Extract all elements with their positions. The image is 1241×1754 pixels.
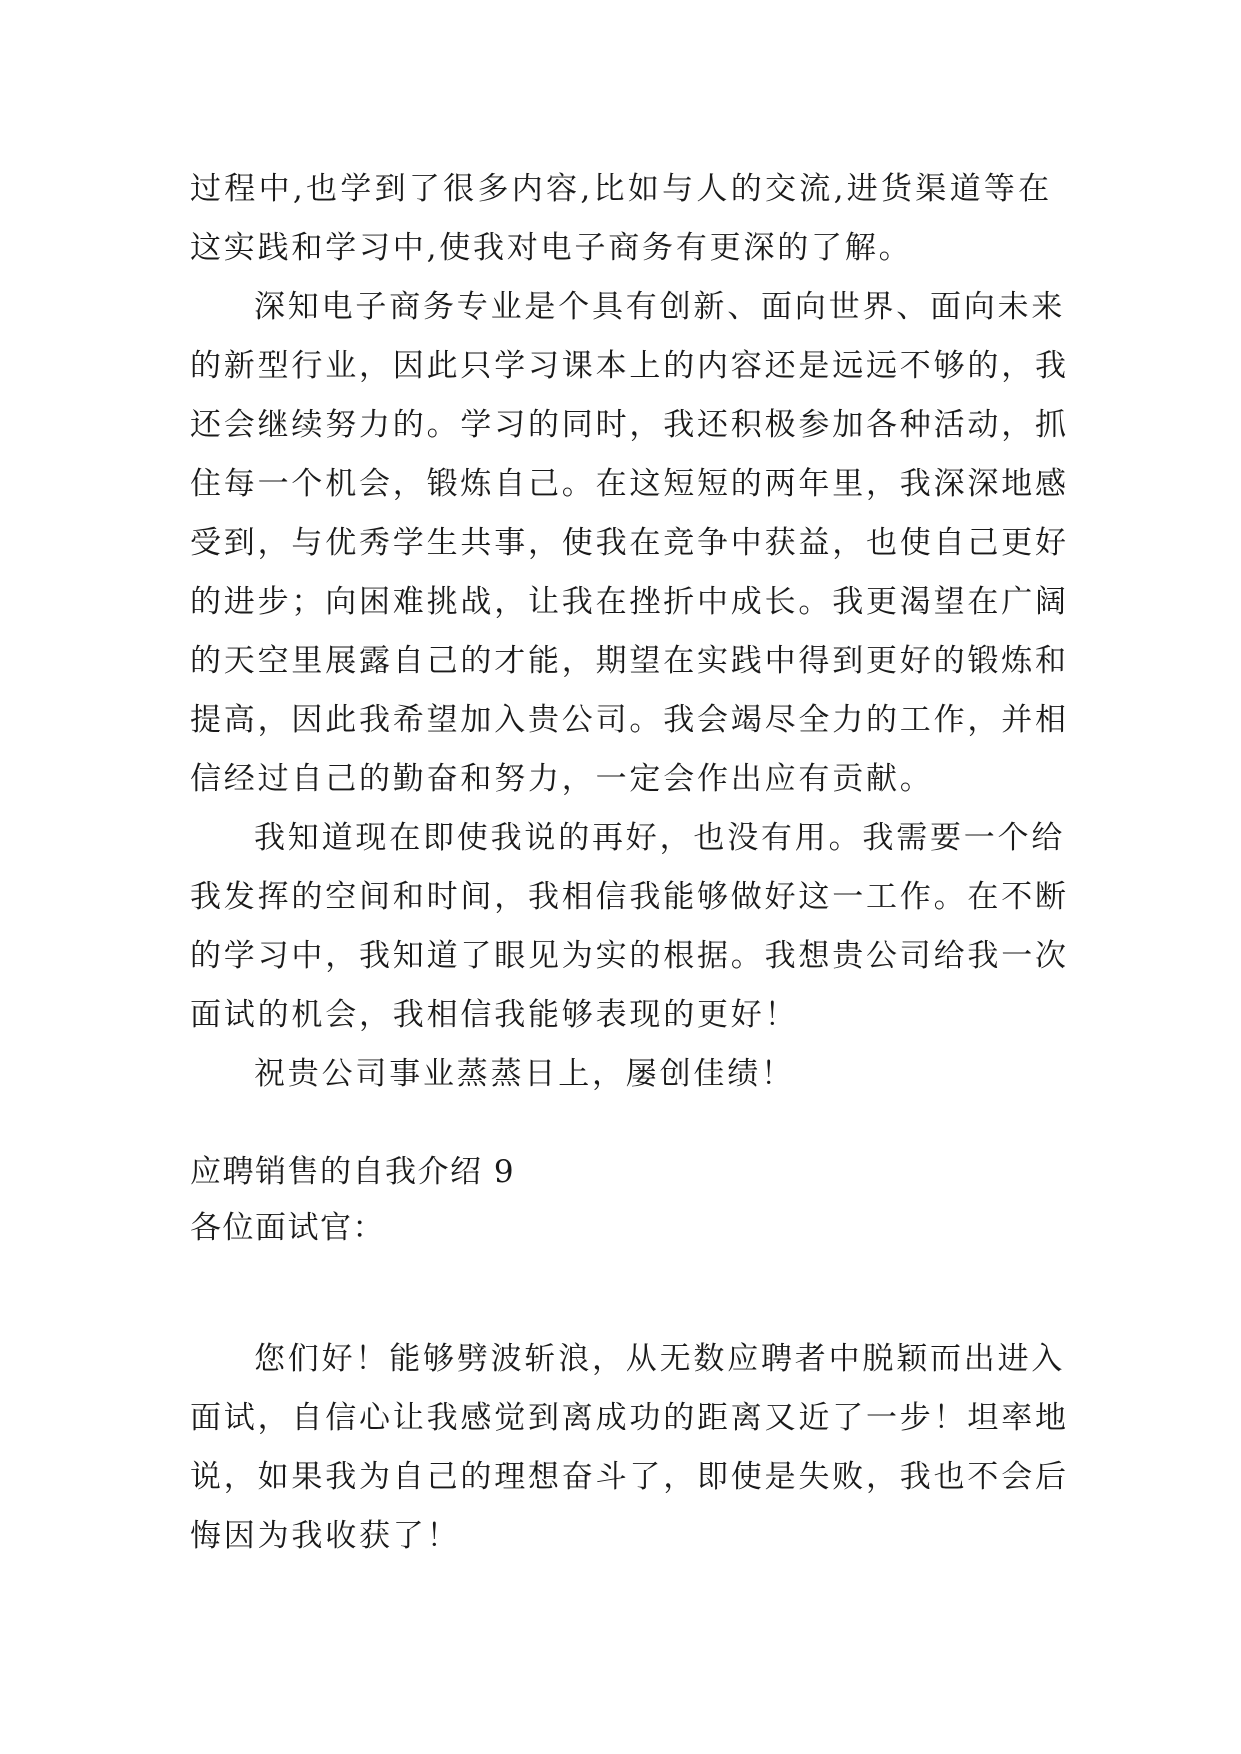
text-line: 我发挥的空间和时间，我相信我能够做好这一工作。在不断: [190, 879, 1069, 915]
text-line: 面试，自信心让我感觉到离成功的距离又近了一步！坦率地: [190, 1400, 1069, 1436]
text-line: 的进步；向困难挑战，让我在挫折中成长。我更渴望在广阔: [190, 584, 1069, 620]
text-line: 这实践和学习中,使我对电子商务有更深的了解。: [190, 230, 913, 266]
paragraph-greeting: [190, 1330, 1069, 1566]
text-line: 说，如果我为自己的理想奋斗了，即使是失败，我也不会后: [190, 1459, 1069, 1495]
text-line: 住每一个机会，锻炼自己。在这短短的两年里，我深深地感: [190, 466, 1069, 502]
text-line: 过程中,也学到了很多内容,比如与人的交流,进货渠道等在: [190, 171, 1052, 207]
text-line: 您们好！能够劈波斩浪，从无数应聘者中脱颖而出进入: [254, 1341, 1066, 1377]
text-line: 的天空里展露自己的才能，期望在实践中得到更好的锻炼和: [190, 643, 1069, 679]
paragraph-ecommerce-major: [190, 278, 1069, 809]
paragraph-continuation: [190, 160, 1052, 278]
text-line: 深知电子商务专业是个具有创新、面向世界、面向未来: [254, 289, 1066, 325]
spacer: [190, 1256, 1052, 1330]
text-line: 悔因为我收获了！: [190, 1518, 461, 1554]
text-line: 信经过自己的勤奋和努力，一定会作出应有贡献。: [190, 761, 934, 797]
text-line: 我知道现在即使我说的再好，也没有用。我需要一个给: [254, 820, 1066, 856]
text-line: 受到，与优秀学生共事，使我在竞争中获益，也使自己更好: [190, 525, 1069, 561]
text-line: 面试的机会，我相信我能够表现的更好！: [190, 997, 799, 1033]
section-title: 应聘销售的自我介绍 9: [190, 1154, 516, 1190]
spacer: [190, 1104, 1052, 1144]
paragraph-request-interview: [190, 809, 1069, 1045]
text-line: 祝贵公司事业蒸蒸日上，屡创佳绩！: [254, 1056, 795, 1092]
text-line: 还会继续努力的。学习的同时，我还积极参加各种活动，抓: [190, 407, 1069, 443]
text-line: 提高，因此我希望加入贵公司。我会竭尽全力的工作，并相: [190, 702, 1069, 738]
text-line: 的学习中，我知道了眼见为实的根据。我想贵公司给我一次: [190, 938, 1069, 974]
salutation: 各位面试官：: [190, 1210, 385, 1246]
document-body: [190, 160, 1069, 1566]
text-line: 的新型行业，因此只学习课本上的内容还是远远不够的，我: [190, 348, 1069, 384]
paragraph-closing-wish: [190, 1045, 1052, 1104]
